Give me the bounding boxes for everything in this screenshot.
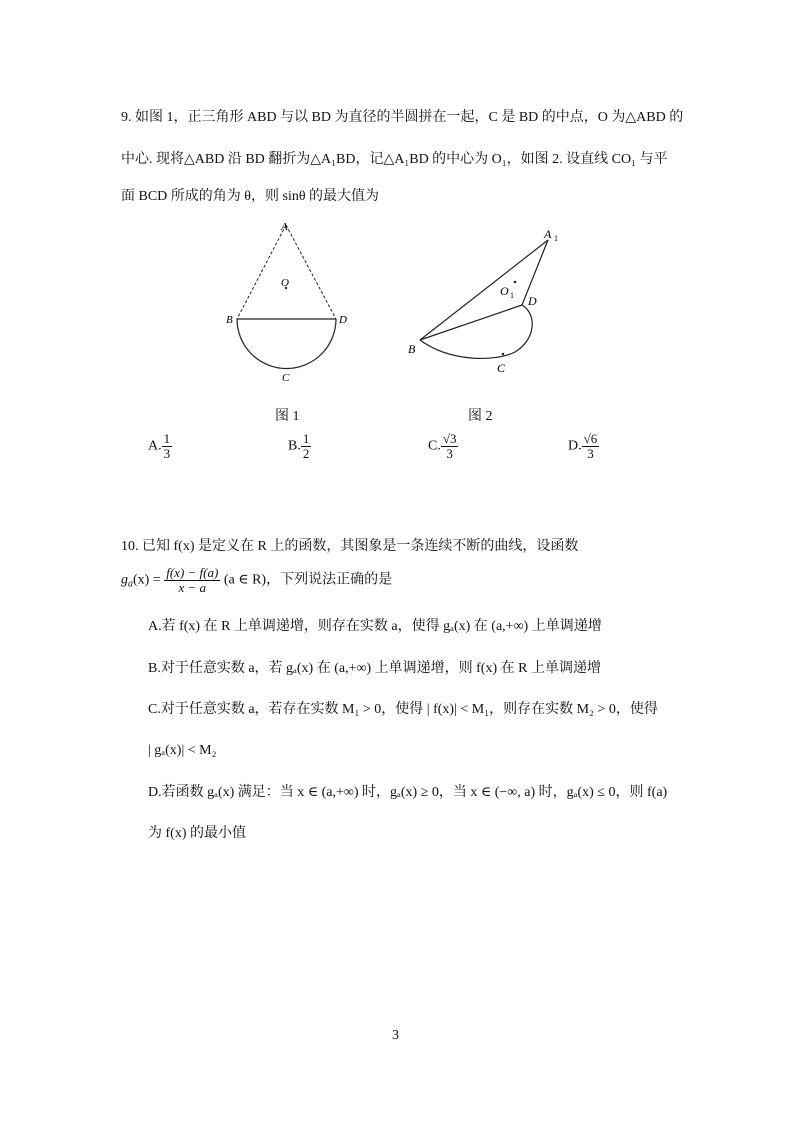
q10-option-d-line2: 为 f(x) 的最小值 — [148, 826, 246, 841]
fig2-label-A1: A — [544, 227, 552, 241]
q9-option-a: A. $\frac{1}{3}$ — [148, 431, 171, 461]
fig2-caption: 图 2 — [468, 409, 493, 424]
q9-option-d: D. $\frac{√6}{3}$ — [568, 431, 598, 461]
fig2-label-A1-sub: 1 — [554, 234, 558, 243]
q9-line2: 中心. 现将△ABD 沿 BD 翻折为△A₁BD，记△A₁BD 的中心为 O₁，如图 2. 设直线 CO₁ 与平 — [121, 152, 668, 167]
q10-option-c-line1: C.对于任意实数 a，若存在实数 M₁ > 0，使得 | f(x)| < M₁，则存在实数 M₂ > 0，使得 — [148, 702, 658, 717]
q9-option-b: B. $\frac{1}{2}$ — [288, 431, 310, 461]
fig1-label-C: C — [282, 372, 290, 384]
fig2-label-C: C — [497, 361, 506, 375]
fig2-label-O1-sub: 1 — [510, 291, 514, 300]
fig2-label-B: B — [408, 342, 416, 356]
page-number: 3 — [392, 1028, 399, 1043]
fig2-label-D: D — [528, 294, 537, 308]
fig1-label-D: D — [339, 314, 347, 326]
figure-2 — [400, 220, 580, 385]
q10-line1: 10. 已知 f(x) 是定义在 R 上的函数，其图象是一条连续不断的曲线，设函数 — [121, 539, 579, 554]
fig1-label-O: O — [281, 277, 289, 289]
q10-option-b: B.对于任意实数 a，若 gₐ(x) 在 (a,+∞) 上单调递增，则 f(x) 在 R 上单调递增 — [148, 661, 601, 676]
q10-option-a: A.若 f(x) 在 R 上单调递增，则存在实数 a，使得 gₐ(x) 在 (a,+∞) 上单调递增 — [148, 619, 602, 634]
q10-option-d-line1: D.若函数 gₐ(x) 满足：当 x ∈ (a,+∞) 时，gₐ(x) ≥ 0，当 x ∈ (−∞, a) 时，gₐ(x) ≤ 0，则 f(a) — [148, 785, 668, 800]
fig1-label-B: B — [226, 314, 233, 326]
fig1-label-A: A — [281, 221, 288, 233]
fig1-caption: 图 1 — [275, 409, 300, 424]
q9-line1: 9. 如图 1，正三角形 ABD 与以 BD 为直径的半圆拼在一起，C 是 BD 的中点，O 为△ABD 的 — [121, 110, 684, 125]
figure-1 — [220, 215, 360, 395]
fig2-label-O1: O — [500, 284, 509, 298]
q9-option-c: C. $\frac{√3}{3}$ — [428, 431, 457, 461]
q10-option-c-line2: | gₐ(x)| < M₂ — [148, 743, 217, 758]
q10-definition: $g_a(x)$ = $\frac{f(x) - f(a)}{x - a}$ (a ∈ R)，下列说法正确的是 — [121, 565, 393, 595]
q9-line3: 面 BCD 所成的角为 θ，则 sinθ 的最大值为 — [121, 189, 380, 204]
